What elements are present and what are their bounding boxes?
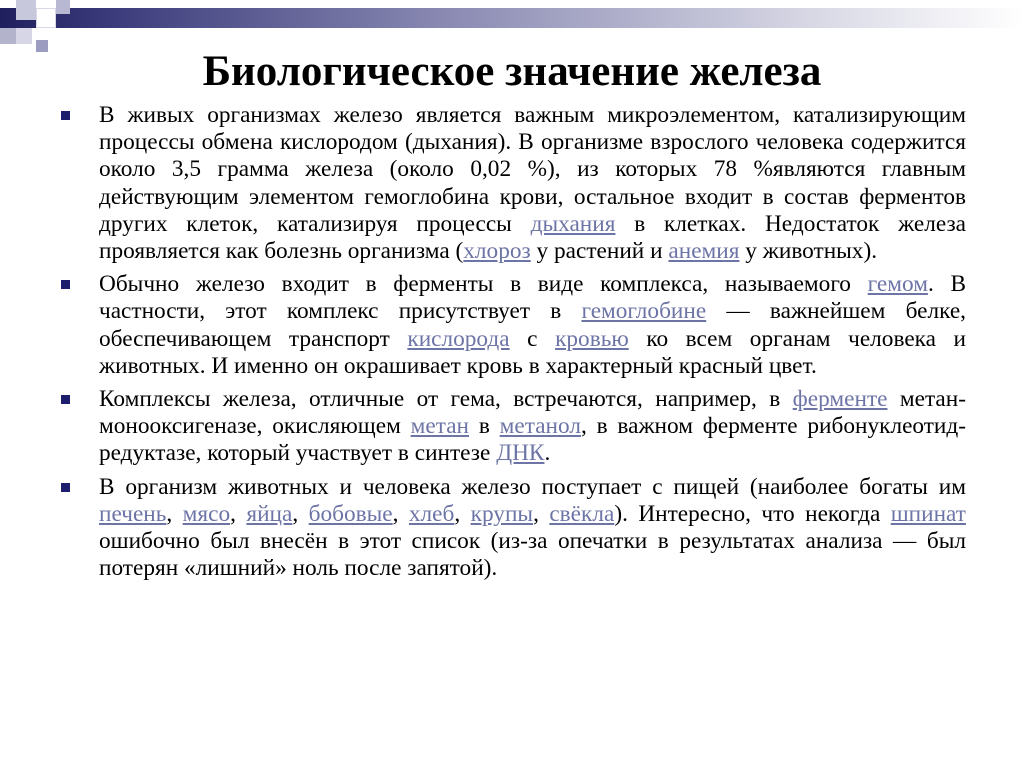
bullet-text [99,474,966,582]
wiki-link[interactable]: метан [410,413,469,440]
text-segment: , [292,500,309,527]
wiki-link[interactable]: ферменте [792,386,888,413]
square-bullet-icon [61,483,70,492]
text-segment: ко всем органам человека и животных. И именно он окрашивает кровь в характерный красный цвет. [99,325,967,379]
header-gradient-bar [0,8,1024,28]
text-segment: , [230,500,247,527]
text-segment: В организм животных и человека железо поступает с пищей (наиболее богаты им [99,473,966,500]
text-segment: с [509,325,556,352]
wiki-link[interactable]: метанол [499,413,581,440]
text-segment: метан-монооксигеназе, окисляющем [99,386,966,440]
text-segment: ошибочно был внесён в этот список (из-за опечатки в результатах анализа — был потерян «лишний» ноль после запятой). [99,528,966,582]
bullet-item [60,386,966,468]
bullet-text [99,386,966,466]
wiki-link[interactable]: шпинат [890,500,966,527]
wiki-link[interactable]: яйца [246,500,293,527]
square-bullet-icon [61,395,70,404]
text-segment: . В частности, этот комплекс присутствует в [99,271,966,325]
square-bullet-icon [61,280,70,289]
wiki-link[interactable]: мясо [182,500,231,527]
text-segment: , в важном ферменте рибонуклеотид-редуктазе, который участвует в синтезе [99,413,967,467]
wiki-link[interactable]: дыхания [530,210,616,237]
wiki-link[interactable]: крупы [470,500,534,527]
wiki-link[interactable]: свёкла [549,500,615,527]
text-segment: В живых организмах железо является важным микроэлементом, катализирующим процессы обмена кислородом (дыхания). В организме взрослого человека содержится около 3,5 грамма железа (около 0,02 %), из которых 78 %являются главным действующим элементом гемоглобина крови, остальное входит в состав ферментов других клеток, катализируя процессы [99,102,966,237]
text-segment: , [166,500,183,527]
bullet-text [99,102,966,264]
text-segment: в [469,413,500,440]
wiki-link[interactable]: бобовые [308,500,393,527]
wiki-link[interactable]: кислорода [407,325,510,352]
bullet-item [60,474,966,583]
wiki-link[interactable]: хлороз [463,238,531,265]
wiki-link[interactable]: печень [99,500,167,527]
wiki-link[interactable]: анемия [668,238,740,265]
decor-square [56,0,70,14]
text-segment: , [454,500,471,527]
text-segment: у животных). [739,238,878,265]
wiki-link[interactable]: хлеб [408,500,455,527]
bullet-item [60,271,966,380]
text-segment: . [544,440,551,467]
text-segment: , [533,500,550,527]
wiki-link[interactable]: кровью [555,325,629,352]
decor-square [16,0,36,20]
text-segment: Комплексы железа, отличные от гема, встречаются, например, в [99,386,793,413]
text-segment: у растений и [530,238,669,265]
bullet-list [60,102,966,588]
text-segment: в клетках. Недостаток железа проявляется как болезнь организма ( [99,210,966,265]
wiki-link[interactable]: ДНК [496,440,545,467]
text-segment: Обычно железо входит в ферменты в виде комплекса, называемого [99,271,868,298]
decor-square [36,8,56,28]
wiki-link[interactable]: гемоглобине [581,298,707,325]
square-bullet-icon [61,111,70,120]
text-segment: ). Интересно, что некогда [614,500,891,527]
slide-title: Биологическое значение железа [202,48,822,95]
bullet-text [99,271,966,379]
wiki-link[interactable]: гемом [867,271,928,298]
text-segment: — важнейшем белке, обеспечивающем транспорт [99,298,966,352]
text-segment: , [392,500,409,527]
bullet-item [60,102,966,265]
